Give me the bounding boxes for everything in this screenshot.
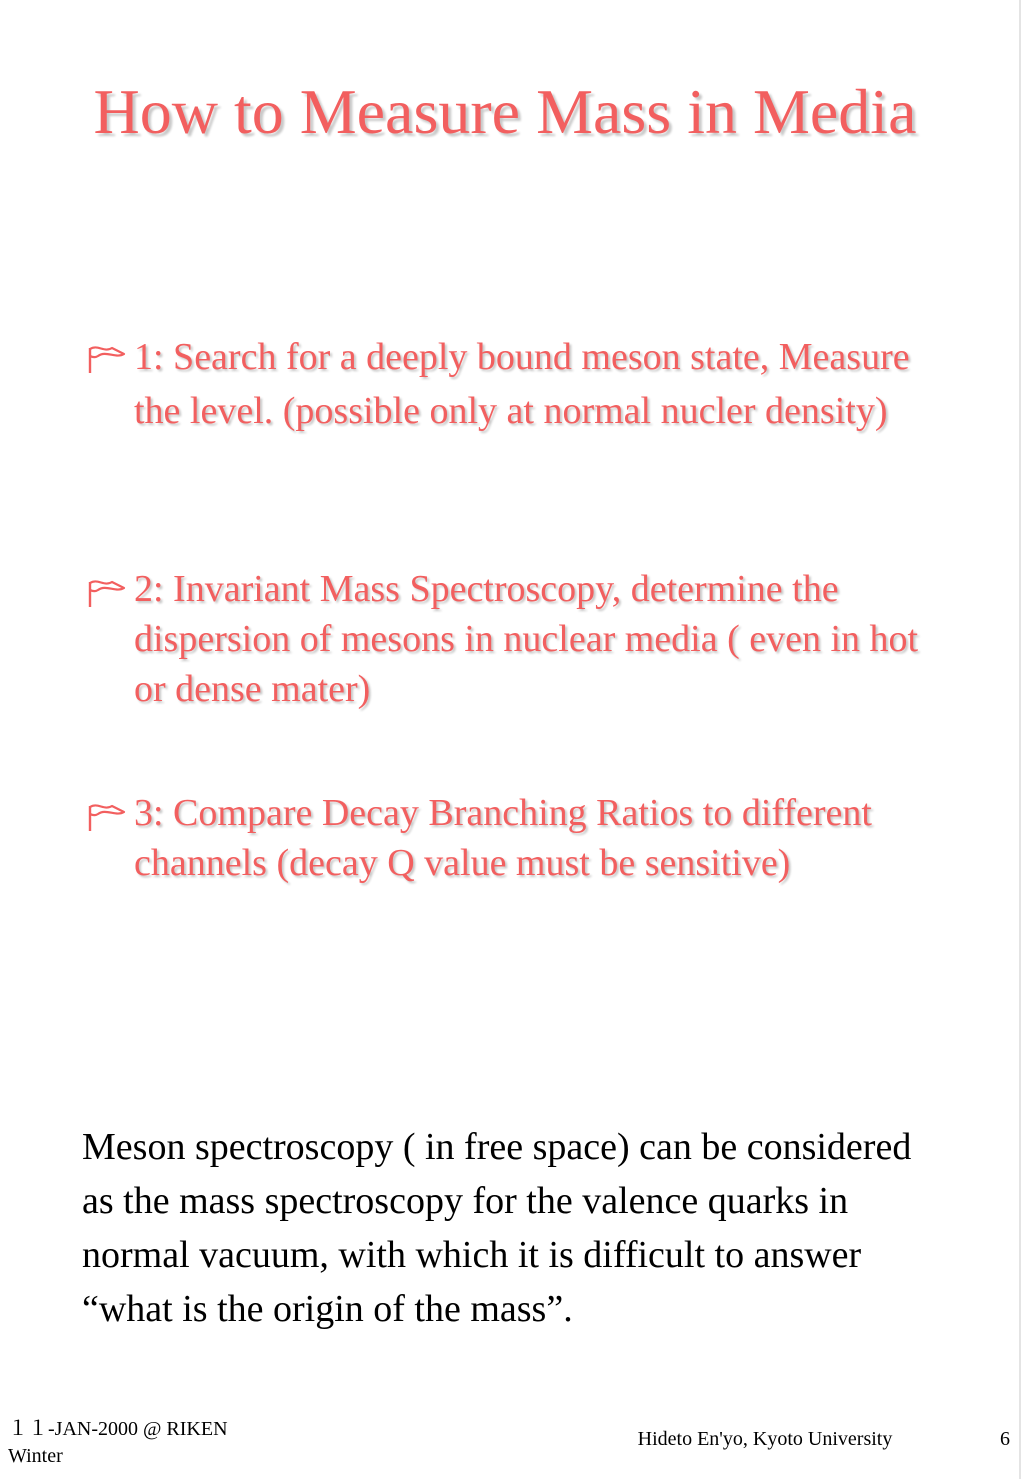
bullet-item-2: [80, 564, 940, 714]
bullet-text: 1: Search for a deeply bound meson state, Measure the level. (possible only at normal nucler density): [134, 336, 910, 432]
slide-edge-divider: [1019, 0, 1021, 1479]
flag-icon: [86, 578, 126, 608]
footer-date-venue: １１-JAN-2000 @ RIKEN Winter: [8, 1418, 228, 1467]
flag-icon: [86, 802, 126, 832]
bullet-item-1: [80, 330, 940, 438]
bullet-text: 3: Compare Decay Branching Ratios to different channels (decay Q value must be sensitive): [134, 792, 872, 884]
flag-icon: [86, 344, 126, 374]
slide-title: How to Measure Mass in Media: [93, 76, 917, 147]
bullet-text: 2: Invariant Mass Spectroscopy, determine the dispersion of mesons in nuclear media ( even in hot or dense mater): [134, 568, 919, 710]
page-number: 6: [1000, 1428, 1010, 1450]
footer-author: Hideto En'yo, Kyoto University: [637, 1428, 893, 1450]
bullet-item-3: [80, 788, 940, 888]
note-paragraph: Meson spectroscopy ( in free space) can be considered as the mass spectroscopy for the valence quarks in normal vacuum, with which it is difficult to answer “what is the origin of the mass”.: [82, 1126, 912, 1330]
